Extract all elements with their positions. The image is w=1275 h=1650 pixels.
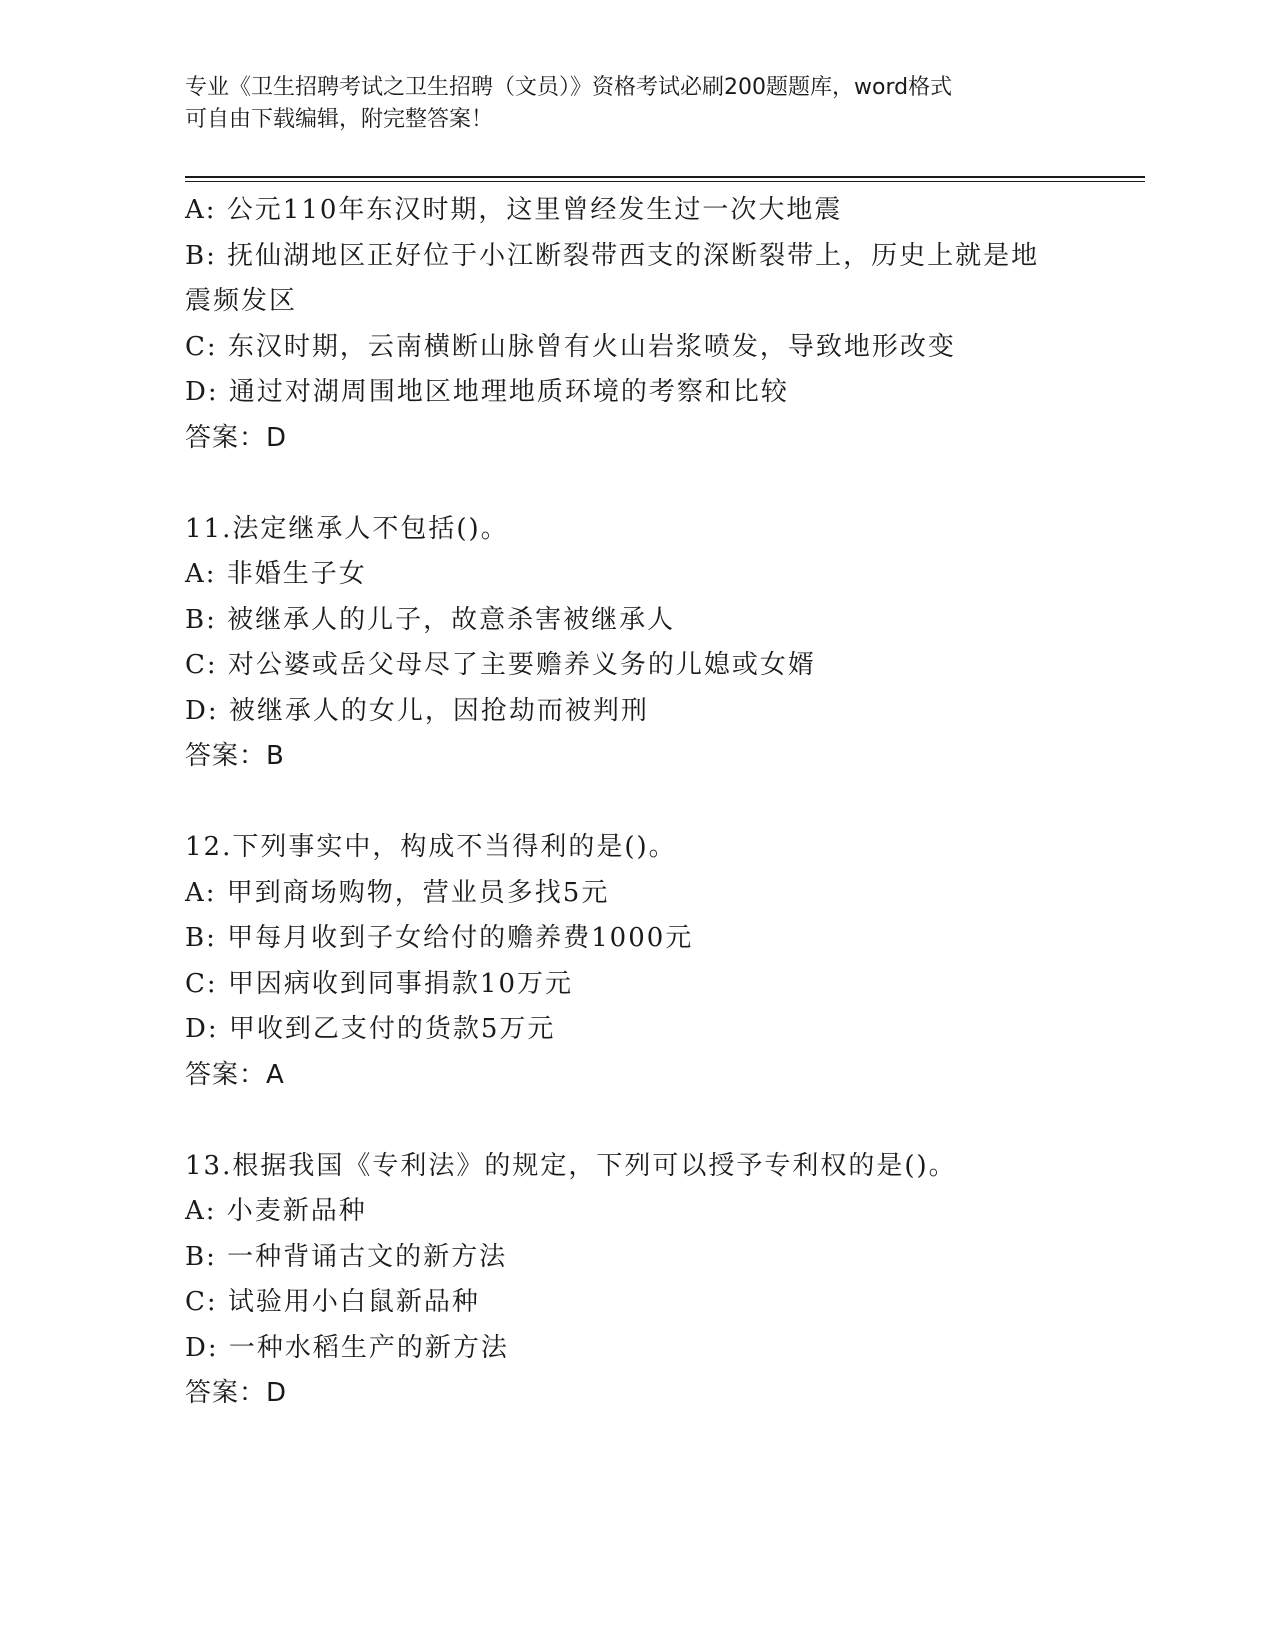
- question-block-12: [185, 825, 1085, 1098]
- question-block-13: [185, 1144, 1085, 1417]
- option-b: B: 抚仙湖地区正好位于小江断裂带西支的深断裂带上，历史上就是地: [185, 240, 1040, 271]
- question-text: 11.法定继承人不包括()。: [185, 513, 509, 544]
- option-b-continued: 震频发区: [185, 286, 298, 316]
- option-b: B: 一种背诵古文的新方法: [185, 1241, 508, 1272]
- option-b: B: 甲每月收到子女给付的赡养费1000元: [185, 923, 694, 953]
- question-text: 12.下列事实中，构成不当得利的是()。: [185, 832, 677, 862]
- option-c: C: 对公婆或岳父母尽了主要赡养义务的儿媳或女婿: [185, 650, 816, 680]
- header-divider-thick: [185, 176, 1145, 178]
- option-c: C: 试验用小白鼠新品种: [185, 1287, 480, 1317]
- header-divider-thin: [185, 181, 1145, 182]
- option-a: A: 非婚生子女: [185, 559, 367, 589]
- header-title-line-1: 专业《卫生招聘考试之卫生招聘（文员）》资格考试必刷200题题库，word格式: [185, 75, 953, 100]
- answer: 答案：D: [185, 422, 288, 453]
- question-text: 13.根据我国《专利法》的规定，下列可以授予专利权的是()。: [185, 1150, 957, 1181]
- question-block-11: [185, 507, 1085, 780]
- spacer: [185, 780, 1085, 826]
- option-b: B: 被继承人的儿子，故意杀害被继承人: [185, 604, 676, 635]
- option-a: A: 甲到商场购物，营业员多找5元: [185, 877, 610, 908]
- option-d: D: 甲收到乙支付的货款5万元: [185, 1014, 556, 1044]
- answer: 答案：D: [185, 1378, 288, 1408]
- option-d: D: 被继承人的女儿，因抢劫而被判刑: [185, 695, 649, 726]
- option-a: A: 小麦新品种: [185, 1196, 367, 1226]
- question-block-10: [185, 188, 1085, 461]
- answer: 答案：B: [185, 741, 285, 771]
- answer: 答案：A: [185, 1059, 285, 1090]
- header-title-line-2: 可自由下载编辑，附完整答案！: [185, 107, 494, 132]
- option-d: D: 一种水稻生产的新方法: [185, 1332, 509, 1363]
- option-c: C: 东汉时期，云南横断山脉曾有火山岩浆喷发，导致地形改变: [185, 331, 956, 362]
- spacer: [185, 461, 1085, 507]
- option-d: D: 通过对湖周围地区地理地质环境的考察和比较: [185, 377, 789, 407]
- question-list: [185, 188, 1085, 1417]
- spacer: [185, 1098, 1085, 1144]
- document-header: [185, 72, 1085, 136]
- option-c: C: 甲因病收到同事捐款10万元: [185, 968, 574, 999]
- option-a: A: 公元110年东汉时期，这里曾经发生过一次大地震: [185, 195, 843, 225]
